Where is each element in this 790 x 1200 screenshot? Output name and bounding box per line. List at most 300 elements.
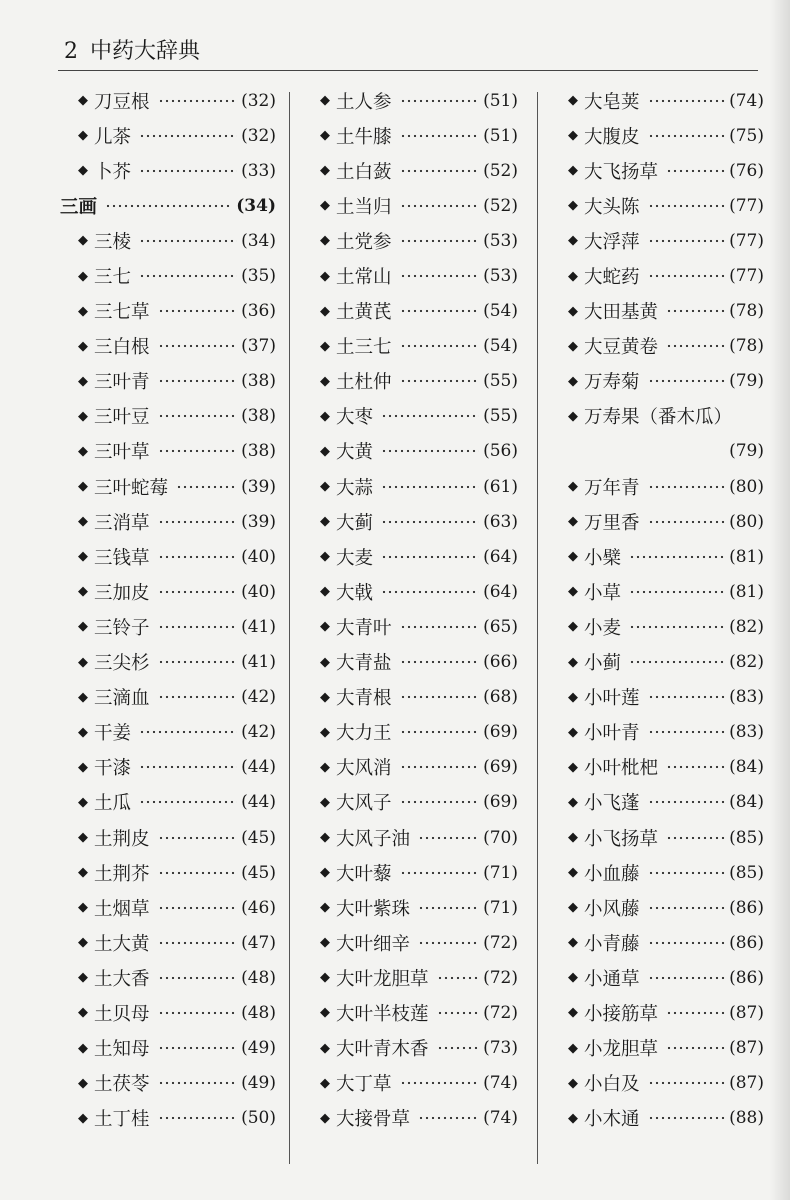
entry-name: 刀豆根 [94, 91, 150, 113]
index-entry [306, 1031, 518, 1066]
dot-leader [400, 204, 480, 208]
dot-leader [139, 274, 237, 278]
index-entry [58, 118, 276, 153]
diamond-bullet-icon: ◆ [78, 584, 88, 600]
index-entry [554, 680, 764, 715]
diamond-bullet-icon: ◆ [320, 619, 330, 635]
diamond-bullet-icon: ◆ [320, 514, 330, 530]
index-entry [58, 574, 276, 609]
entry-name: 土荆芥 [94, 863, 150, 885]
diamond-bullet-icon: ◆ [78, 479, 88, 495]
diamond-bullet-icon: ◆ [568, 619, 578, 635]
entry-name: 小草 [584, 582, 622, 604]
index-entry-continuation [554, 434, 764, 469]
index-entry [58, 258, 276, 293]
diamond-bullet-icon: ◆ [568, 338, 578, 354]
entry-name: 大戟 [336, 582, 374, 604]
entry-page-number: (87) [729, 1073, 764, 1094]
page-edge-shadow [770, 0, 790, 1200]
dot-leader [648, 941, 726, 945]
diamond-bullet-icon: ◆ [568, 549, 578, 565]
dot-leader [139, 765, 237, 769]
dot-leader [648, 1116, 726, 1120]
dot-leader [666, 765, 725, 769]
index-entry [554, 1101, 764, 1136]
index-entry [306, 83, 518, 118]
entry-page-number: (80) [729, 511, 764, 532]
entry-name: 土当归 [336, 196, 392, 218]
dot-leader [418, 941, 479, 945]
dot-leader [648, 204, 726, 208]
index-entry [58, 364, 276, 399]
index-entry [58, 609, 276, 644]
entry-page-number: (64) [483, 546, 518, 567]
index-entry [58, 890, 276, 925]
dot-leader [381, 590, 479, 594]
index-entry [58, 1066, 276, 1101]
entry-page-number: (71) [483, 862, 518, 883]
index-entry [306, 715, 518, 750]
entry-name: 土白蔹 [336, 161, 392, 183]
diamond-bullet-icon: ◆ [78, 443, 88, 459]
index-entry [554, 83, 764, 118]
entry-page-number: (52) [483, 160, 518, 181]
dot-leader [648, 274, 726, 278]
entry-page-number: (41) [241, 652, 276, 673]
index-entry [554, 294, 764, 329]
entry-page-number: (68) [483, 687, 518, 708]
diamond-bullet-icon: ◆ [568, 724, 578, 740]
diamond-bullet-icon: ◆ [320, 303, 330, 319]
dot-leader [139, 800, 237, 804]
diamond-bullet-icon: ◆ [78, 268, 88, 284]
diamond-bullet-icon: ◆ [78, 1005, 88, 1021]
dot-leader [400, 695, 480, 699]
dot-leader [158, 625, 238, 629]
diamond-bullet-icon: ◆ [320, 268, 330, 284]
entry-name: 土贝母 [94, 1003, 150, 1025]
entry-page-number: (72) [483, 967, 518, 988]
dot-leader [400, 239, 480, 243]
dot-leader [648, 906, 726, 910]
diamond-bullet-icon: ◆ [568, 163, 578, 179]
dot-leader [666, 169, 725, 173]
index-entry [58, 329, 276, 364]
diamond-bullet-icon: ◆ [78, 338, 88, 354]
index-entry [554, 750, 764, 785]
dot-leader [400, 134, 480, 138]
entry-page-number: (42) [241, 687, 276, 708]
diamond-bullet-icon: ◆ [320, 198, 330, 214]
dot-leader [158, 976, 238, 980]
diamond-bullet-icon: ◆ [320, 794, 330, 810]
entry-page-number: (88) [729, 1108, 764, 1129]
entry-page-number: (73) [483, 1038, 518, 1059]
entry-name: 小叶枇杷 [584, 758, 659, 780]
entry-page-number: (46) [241, 897, 276, 918]
index-entry [58, 750, 276, 785]
index-entry [554, 785, 764, 820]
entry-name: 大浮萍 [584, 231, 640, 253]
diamond-bullet-icon: ◆ [568, 654, 578, 670]
index-entry [306, 960, 518, 995]
entry-page-number: (82) [729, 652, 764, 673]
dot-leader [158, 1046, 238, 1050]
entry-name: 土茯苓 [94, 1074, 150, 1096]
entry-page-number: (40) [241, 581, 276, 602]
entry-page-number: (65) [483, 616, 518, 637]
entry-name: 三画 [60, 196, 98, 218]
index-entry [554, 715, 764, 750]
diamond-bullet-icon: ◆ [320, 338, 330, 354]
dot-leader [158, 379, 238, 383]
diamond-bullet-icon: ◆ [78, 759, 88, 775]
entry-name: 小麦 [584, 617, 622, 639]
dot-leader [666, 309, 725, 313]
dot-leader [400, 169, 480, 173]
entry-page-number: (77) [729, 195, 764, 216]
column-divider [289, 92, 290, 1164]
diamond-bullet-icon: ◆ [320, 935, 330, 951]
entry-name: 大接骨草 [336, 1109, 411, 1131]
diamond-bullet-icon: ◆ [568, 408, 578, 424]
dot-leader [400, 274, 480, 278]
diamond-bullet-icon: ◆ [320, 408, 330, 424]
diamond-bullet-icon: ◆ [320, 128, 330, 144]
entry-name: 小青藤 [584, 933, 640, 955]
diamond-bullet-icon: ◆ [320, 830, 330, 846]
entry-name: 万年青 [584, 477, 640, 499]
entry-name: 大飞扬草 [584, 161, 659, 183]
entry-page-number: (80) [729, 476, 764, 497]
index-entry [306, 434, 518, 469]
diamond-bullet-icon: ◆ [78, 549, 88, 565]
index-entry [554, 118, 764, 153]
entry-name: 三消草 [94, 512, 150, 534]
entry-name: 土黄芪 [336, 302, 392, 324]
dot-leader [418, 906, 479, 910]
entry-page-number: (32) [241, 90, 276, 111]
entry-page-number: (45) [241, 827, 276, 848]
dot-leader [381, 485, 479, 489]
entry-name: 大青盐 [336, 653, 392, 675]
entry-name: 小木通 [584, 1109, 640, 1131]
dot-leader [158, 1011, 238, 1015]
index-entry [58, 1101, 276, 1136]
book-title: 中药大辞典 [90, 39, 201, 64]
index-entry [306, 995, 518, 1030]
index-entry [58, 434, 276, 469]
index-entry [554, 960, 764, 995]
entry-page-number: (81) [729, 546, 764, 567]
entry-name: 小檗 [584, 547, 622, 569]
index-entry [554, 890, 764, 925]
diamond-bullet-icon: ◆ [568, 830, 578, 846]
index-entry [58, 223, 276, 258]
diamond-bullet-icon: ◆ [568, 93, 578, 109]
index-entry [306, 118, 518, 153]
entry-name: 大青根 [336, 688, 392, 710]
index-entry [58, 785, 276, 820]
dot-leader [139, 134, 237, 138]
index-entry [554, 188, 764, 223]
dot-leader [666, 1011, 725, 1015]
entry-page-number: (38) [241, 371, 276, 392]
diamond-bullet-icon: ◆ [320, 443, 330, 459]
dot-leader [176, 485, 237, 489]
diamond-bullet-icon: ◆ [78, 619, 88, 635]
entry-page-number: (66) [483, 652, 518, 673]
index-entry [306, 294, 518, 329]
index-entry [306, 539, 518, 574]
dot-leader [418, 836, 479, 840]
entry-name: 三叶豆 [94, 407, 150, 429]
entry-page-number: (83) [729, 687, 764, 708]
diamond-bullet-icon: ◆ [320, 163, 330, 179]
index-entry [554, 223, 764, 258]
dot-leader [437, 976, 480, 980]
dot-leader [648, 134, 726, 138]
entry-name: 土党参 [336, 231, 392, 253]
dot-leader [648, 800, 726, 804]
diamond-bullet-icon: ◆ [568, 689, 578, 705]
index-entry [306, 820, 518, 855]
entry-page-number: (44) [241, 757, 276, 778]
entry-page-number: (72) [483, 1002, 518, 1023]
diamond-bullet-icon: ◆ [568, 303, 578, 319]
diamond-bullet-icon: ◆ [78, 724, 88, 740]
entry-name: 大叶紫珠 [336, 898, 411, 920]
diamond-bullet-icon: ◆ [320, 549, 330, 565]
index-entry [58, 1031, 276, 1066]
index-entry [58, 960, 276, 995]
dot-leader [629, 590, 725, 594]
index-entry [306, 645, 518, 680]
dot-leader [158, 590, 238, 594]
entry-name: 大叶青木香 [336, 1039, 429, 1061]
index-entry [554, 469, 764, 504]
entry-page-number: (85) [729, 827, 764, 848]
entry-name: 土杜仲 [336, 372, 392, 394]
entry-name: 三七草 [94, 302, 150, 324]
dot-leader [158, 1116, 238, 1120]
diamond-bullet-icon: ◆ [78, 970, 88, 986]
dot-leader [400, 1081, 480, 1085]
entry-page-number: (69) [483, 722, 518, 743]
index-entry [554, 1031, 764, 1066]
dot-leader [158, 660, 238, 664]
entry-name: 大风子油 [336, 828, 411, 850]
entry-page-number: (51) [483, 125, 518, 146]
diamond-bullet-icon: ◆ [568, 865, 578, 881]
dot-leader [648, 239, 726, 243]
entry-name: 土烟草 [94, 898, 150, 920]
entry-page-number: (55) [483, 406, 518, 427]
index-entry [58, 153, 276, 188]
dot-leader [400, 800, 480, 804]
dot-leader [158, 941, 238, 945]
diamond-bullet-icon: ◆ [78, 935, 88, 951]
entry-name: 三七 [94, 267, 132, 289]
entry-page-number: (49) [241, 1038, 276, 1059]
entry-page-number: (38) [241, 441, 276, 462]
diamond-bullet-icon: ◆ [568, 268, 578, 284]
entry-name: 大豆黄卷 [584, 337, 659, 359]
entry-page-number: (53) [483, 230, 518, 251]
entry-page-number: (85) [729, 862, 764, 883]
column-divider [537, 92, 538, 1164]
index-entry [554, 645, 764, 680]
dot-leader [437, 1011, 480, 1015]
index-entry [554, 258, 764, 293]
dot-leader [400, 344, 480, 348]
entry-page-number: (74) [483, 1073, 518, 1094]
entry-page-number: (71) [483, 897, 518, 918]
entry-page-number: (37) [241, 336, 276, 357]
index-entry [554, 504, 764, 539]
entry-name: 儿茶 [94, 126, 132, 148]
dot-leader [400, 379, 480, 383]
diamond-bullet-icon: ◆ [78, 514, 88, 530]
dot-leader [158, 449, 238, 453]
diamond-bullet-icon: ◆ [568, 970, 578, 986]
entry-page-number: (33) [241, 160, 276, 181]
dot-leader [381, 520, 479, 524]
entry-name: 大田基黄 [584, 302, 659, 324]
index-entry [554, 995, 764, 1030]
entry-name: 土人参 [336, 91, 392, 113]
entry-name: 大蒜 [336, 477, 374, 499]
diamond-bullet-icon: ◆ [320, 1110, 330, 1126]
entry-name: 土三七 [336, 337, 392, 359]
dot-leader [158, 1081, 238, 1085]
index-entry [58, 715, 276, 750]
entry-name: 三叶草 [94, 442, 150, 464]
entry-page-number: (49) [241, 1073, 276, 1094]
index-entry [554, 1066, 764, 1101]
diamond-bullet-icon: ◆ [78, 689, 88, 705]
dot-leader [437, 1046, 480, 1050]
diamond-bullet-icon: ◆ [320, 865, 330, 881]
page-header [58, 36, 758, 68]
entry-page-number: (54) [483, 301, 518, 322]
entry-page-number: (48) [241, 967, 276, 988]
diamond-bullet-icon: ◆ [320, 373, 330, 389]
entry-name: 卜芥 [94, 161, 132, 183]
entry-page-number: (45) [241, 862, 276, 883]
index-entry [306, 609, 518, 644]
diamond-bullet-icon: ◆ [78, 373, 88, 389]
entry-name: 大叶藜 [336, 863, 392, 885]
index-entry [58, 925, 276, 960]
dot-leader [158, 555, 238, 559]
entry-page-number: (61) [483, 476, 518, 497]
diamond-bullet-icon: ◆ [78, 233, 88, 249]
dot-leader [629, 625, 725, 629]
entry-page-number: (50) [241, 1108, 276, 1129]
entry-name: 三棱 [94, 231, 132, 253]
entry-name: 小白及 [584, 1074, 640, 1096]
index-column-1 [58, 83, 276, 1136]
dot-leader [648, 520, 726, 524]
entry-name: 大蛇药 [584, 267, 640, 289]
entry-name: 小血藤 [584, 863, 640, 885]
page-number: 2 [64, 39, 78, 64]
entry-page-number: (76) [729, 160, 764, 181]
entry-name: 小叶青 [584, 723, 640, 745]
entry-name: 小风藤 [584, 898, 640, 920]
dot-leader [400, 871, 480, 875]
diamond-bullet-icon: ◆ [568, 584, 578, 600]
index-entry [554, 364, 764, 399]
diamond-bullet-icon: ◆ [78, 794, 88, 810]
index-entry [306, 890, 518, 925]
diamond-bullet-icon: ◆ [78, 830, 88, 846]
entry-name: 三滴血 [94, 688, 150, 710]
index-entry [306, 1101, 518, 1136]
index-entry [306, 925, 518, 960]
dot-leader [139, 239, 237, 243]
index-entry [58, 504, 276, 539]
entry-page-number: (74) [729, 90, 764, 111]
entry-name: 小飞扬草 [584, 828, 659, 850]
dot-leader [648, 871, 726, 875]
entry-page-number: (34) [241, 230, 276, 251]
dot-leader [158, 520, 238, 524]
dot-leader [381, 449, 479, 453]
entry-name: 万里香 [584, 512, 640, 534]
entry-page-number: (53) [483, 266, 518, 287]
index-entry [306, 504, 518, 539]
diamond-bullet-icon: ◆ [568, 128, 578, 144]
diamond-bullet-icon: ◆ [78, 408, 88, 424]
diamond-bullet-icon: ◆ [568, 794, 578, 810]
entry-name: 土牛膝 [336, 126, 392, 148]
entry-name: 干姜 [94, 723, 132, 745]
diamond-bullet-icon: ◆ [568, 233, 578, 249]
entry-name: 三白根 [94, 337, 150, 359]
entry-page-number: (34) [236, 195, 276, 216]
dot-leader [418, 1116, 479, 1120]
entry-name: 大蓟 [336, 512, 374, 534]
entry-name: 大力王 [336, 723, 392, 745]
entry-page-number: (81) [729, 581, 764, 602]
entry-name: 大头陈 [584, 196, 640, 218]
entry-name: 三叶青 [94, 372, 150, 394]
index-section-heading [58, 188, 276, 223]
dot-leader [158, 906, 238, 910]
entry-page-number: (83) [729, 722, 764, 743]
diamond-bullet-icon: ◆ [320, 93, 330, 109]
dot-leader [158, 414, 238, 418]
index-column-3 [554, 83, 764, 1136]
entry-page-number: (82) [729, 616, 764, 637]
index-entry [58, 469, 276, 504]
entry-name: 土丁桂 [94, 1109, 150, 1131]
diamond-bullet-icon: ◆ [78, 654, 88, 670]
diamond-bullet-icon: ◆ [78, 1075, 88, 1091]
entry-name: 小飞蓬 [584, 793, 640, 815]
diamond-bullet-icon: ◆ [320, 584, 330, 600]
dot-leader [648, 976, 726, 980]
entry-page-number: (51) [483, 90, 518, 111]
index-entry [306, 399, 518, 434]
entry-page-number: (55) [483, 371, 518, 392]
entry-page-number: (52) [483, 195, 518, 216]
entry-name: 大枣 [336, 407, 374, 429]
entry-name: 土大香 [94, 968, 150, 990]
index-entry [306, 1066, 518, 1101]
